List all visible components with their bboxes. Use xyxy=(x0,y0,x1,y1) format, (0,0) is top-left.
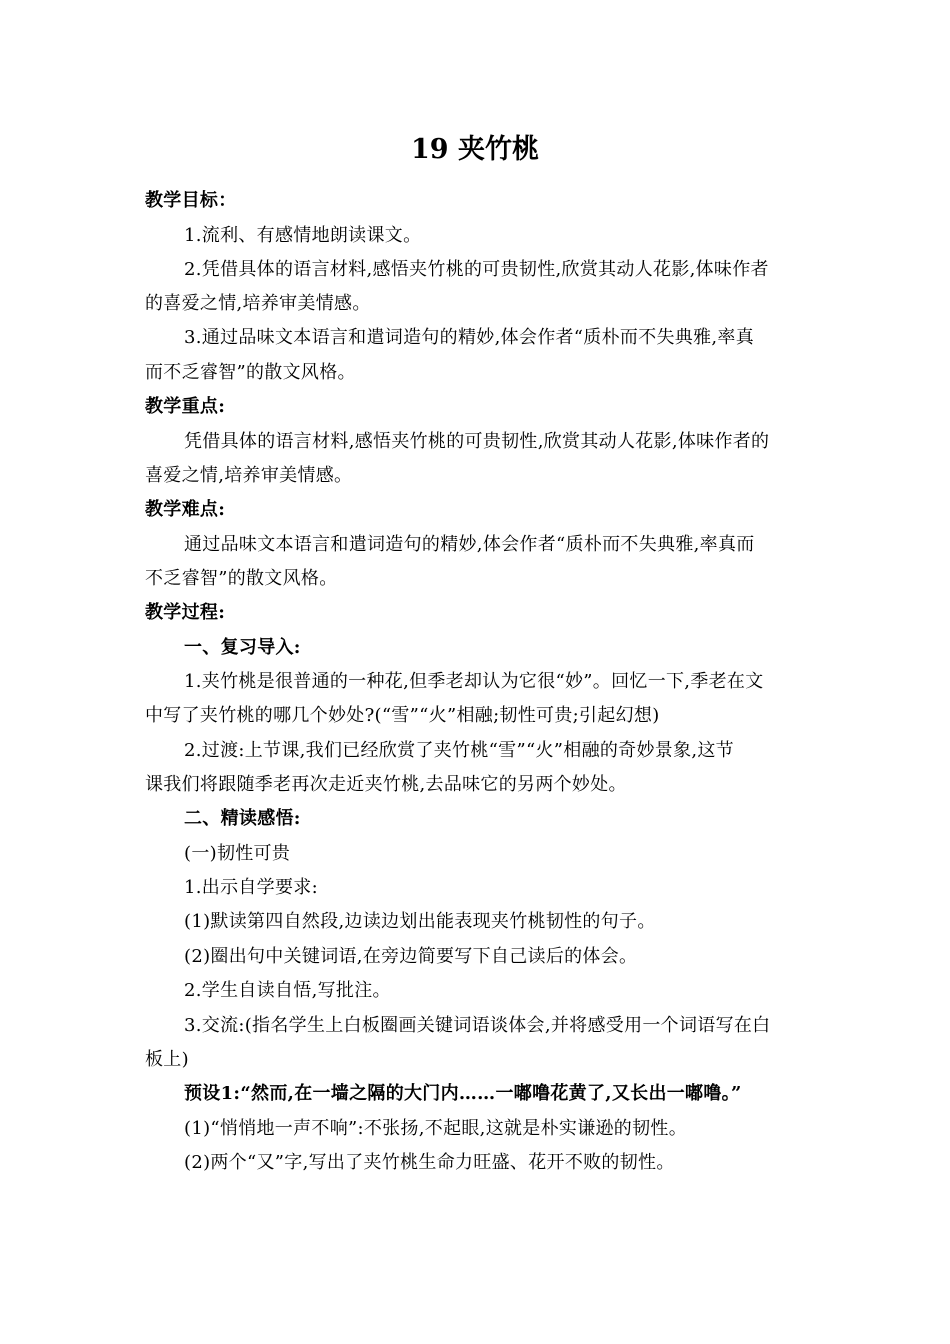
paragraph-line: 1.夹竹桃是很普通的一种花,但季老却认为它很“妙”。回忆一下,季老在文 xyxy=(184,671,764,692)
heading-objectives: 教学目标： xyxy=(145,190,237,211)
list-item: (2)两个“又”字,写出了夹竹桃生命力旺盛、花开不败的韧性。 xyxy=(184,1152,675,1173)
subheading-review: 一、复习导入: xyxy=(184,637,301,658)
document-title: 19 夹竹桃 xyxy=(411,134,539,165)
paragraph-line: 板上) xyxy=(145,1049,189,1070)
paragraph-line: (一)韧性可贵 xyxy=(184,843,291,864)
paragraph-line: 不乏睿智”的散文风格。 xyxy=(145,568,338,589)
paragraph-line: 1.流利、有感情地朗读课文。 xyxy=(184,225,422,246)
heading-key-points: 教学重点: xyxy=(145,396,226,417)
paragraph-line: 3.通过品味文本语言和遣词造句的精妙,体会作者“质朴而不失典雅,率真 xyxy=(184,327,755,348)
paragraph-line: 喜爱之情,培养审美情感。 xyxy=(145,465,353,486)
paragraph-line: 中写了夹竹桃的哪几个妙处?(“雪”“火”相融;韧性可贵;引起幻想) xyxy=(145,705,660,726)
paragraph-line: 而不乏睿智”的散文风格。 xyxy=(145,362,356,383)
heading-process: 教学过程: xyxy=(145,602,226,623)
list-item: (1)“悄悄地一声不响”:不张扬,不起眼,这就是朴实谦逊的韧性。 xyxy=(184,1118,688,1139)
preset-quote: 预设1:“然而,在一墙之隔的大门内……一嘟噜花黄了,又长出一嘟噜。” xyxy=(184,1083,742,1104)
paragraph-line: 凭借具体的语言材料,感悟夹竹桃的可贵韧性,欣赏其动人花影,体味作者的 xyxy=(184,431,770,452)
paragraph-line: 的喜爱之情,培养审美情感。 xyxy=(145,293,371,314)
paragraph-line: 2.过渡:上节课,我们已经欣赏了夹竹桃“雪”“火”相融的奇妙景象,这节 xyxy=(184,740,734,761)
subheading-close-reading: 二、精读感悟: xyxy=(184,808,301,829)
paragraph-line: 3.交流:(指名学生上白板圈画关键词语谈体会,并将感受用一个词语写在白 xyxy=(184,1015,771,1036)
paragraph-line: 通过品味文本语言和遣词造句的精妙,体会作者“质朴而不失典雅,率真而 xyxy=(184,534,755,555)
heading-difficulties: 教学难点: xyxy=(145,499,226,520)
paragraph-line: 2.凭借具体的语言材料,感悟夹竹桃的可贵韧性,欣赏其动人花影,体味作者 xyxy=(184,259,769,280)
list-item: (2)圈出句中关键词语,在旁边简要写下自己读后的体会。 xyxy=(184,946,638,967)
paragraph-line: 2.学生自读自悟,写批注。 xyxy=(184,980,391,1001)
list-item: (1)默读第四自然段,边读边划出能表现夹竹桃韧性的句子。 xyxy=(184,911,656,932)
paragraph-line: 1.出示自学要求: xyxy=(184,877,318,898)
paragraph-line: 课我们将跟随季老再次走近夹竹桃,去品味它的另两个妙处。 xyxy=(145,774,627,795)
